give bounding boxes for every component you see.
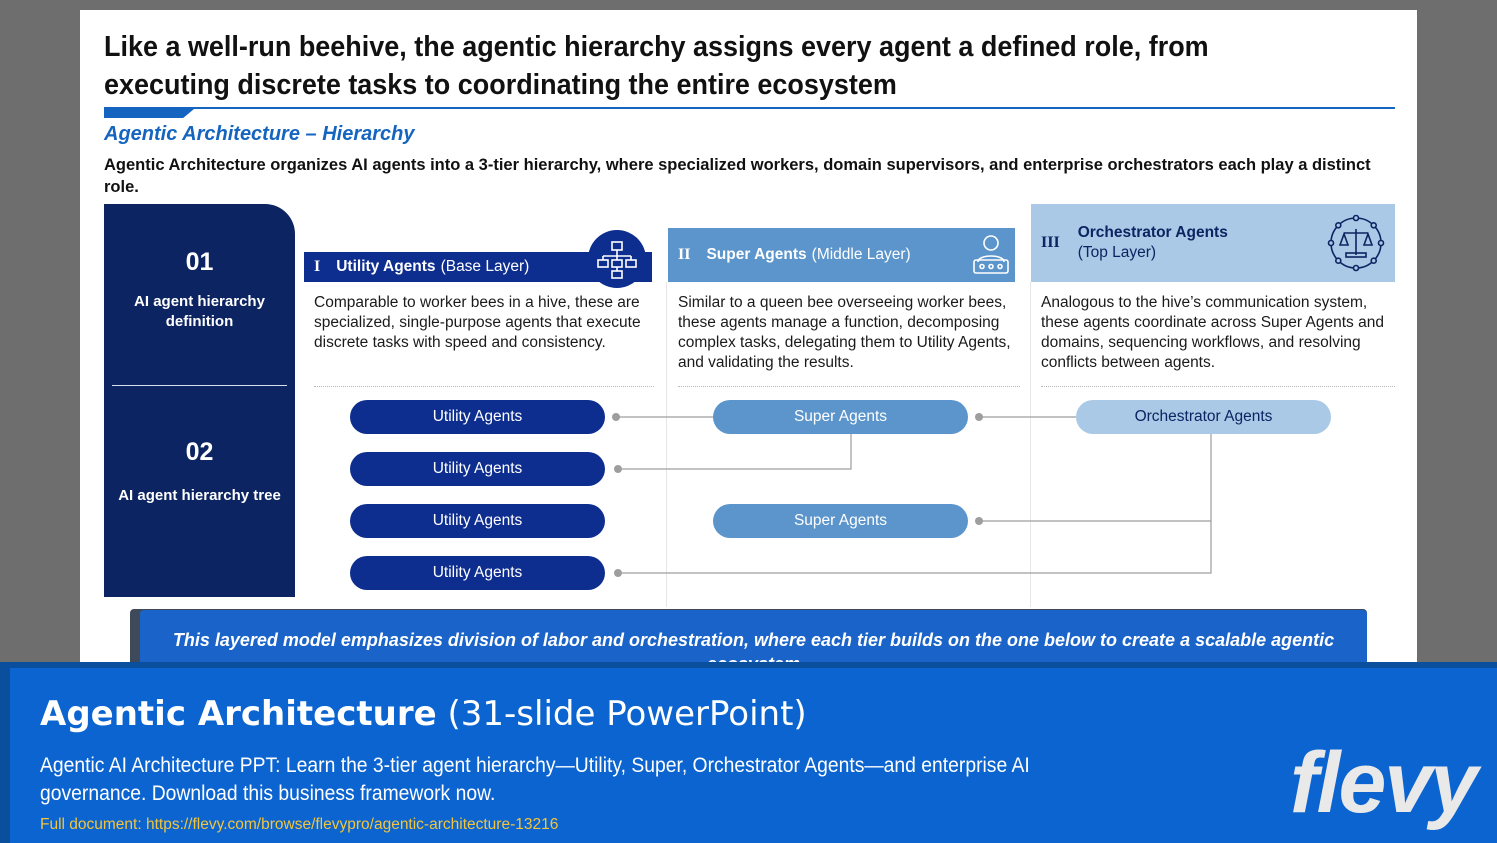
panel-divider xyxy=(112,385,287,386)
footer-title xyxy=(40,694,807,734)
summary-banner: This layered model emphasizes division of labor and orchestration, where each tier builds on the one below to create a scalable agentic xyxy=(140,610,1367,670)
column-separator xyxy=(666,282,667,607)
title-rule xyxy=(104,107,1395,109)
person-dashboard-icon xyxy=(970,232,1012,278)
tier-layer-1: (Base Layer) xyxy=(440,258,530,275)
utility-agent-node: Utility Agents xyxy=(350,556,605,590)
slide-title: Like a well-run beehive, the agentic hierarchy assigns every agent a defined role, from executing discrete tasks to coordinating the entire ecosystem xyxy=(104,31,1209,101)
tier-layer-2: (Middle Layer) xyxy=(811,246,911,263)
intro-text: Agentic Architecture organizes AI agents into a 3-tier hierarchy, where specialized workers, domain supervisors, and enterprise orchestrators each play a distinct role. xyxy=(104,156,1371,196)
balance-scale-icon xyxy=(1326,213,1386,273)
super-agent-node: Super Agents xyxy=(713,400,968,434)
tier-roman-1: I xyxy=(314,258,321,275)
slide xyxy=(80,10,1417,670)
title-accent xyxy=(104,109,194,118)
section-number-1: 01 xyxy=(185,248,214,276)
tier-description-1: Comparable to worker bees in a hive, these are specialized, single-purpose agents that execute discrete tasks with speed and consistency. xyxy=(314,294,641,351)
footer xyxy=(0,662,1497,843)
flevy-logo[interactable]: flevy xyxy=(1290,735,1477,831)
super-agent-node: Super Agents xyxy=(713,504,968,538)
footer-panel xyxy=(10,668,1497,843)
utility-agent-node: Utility Agents xyxy=(350,452,605,486)
footer-title-light: (31-slide PowerPoint) xyxy=(447,694,807,734)
tier-header-super xyxy=(668,228,1015,282)
footer-document-link[interactable]: Full document: https://flevy.com/browse/flevypro/agentic-architecture-13216 xyxy=(40,816,559,833)
tier-description-3: Analogous to the hive’s communication system, these agents coordinate across Super Agents and domains, sequencing workflows, and resolving conflicts between agents. xyxy=(1041,294,1384,371)
tier-layer-3: (Top Layer) xyxy=(1077,244,1157,261)
dotted-divider xyxy=(1041,386,1395,387)
dotted-divider xyxy=(678,386,1020,387)
utility-agent-node: Utility Agents xyxy=(350,504,605,538)
utility-agent-node: Utility Agents xyxy=(350,400,605,434)
tier-roman-3: III xyxy=(1041,234,1060,251)
tier-name-3: Orchestrator Agents xyxy=(1077,224,1228,241)
section-number-2: 02 xyxy=(185,438,214,466)
section-label-1: AI agent hierarchy definition xyxy=(134,293,265,330)
tier-description-2: Similar to a queen bee overseeing worker bees, these agents manage a function, decomposing complex tasks, delegating them to Utility Agents, and validating the results. xyxy=(678,294,1011,371)
dotted-divider xyxy=(314,386,654,387)
tier-name-1: Utility Agents xyxy=(336,258,436,275)
footer-title-bold: Agentic Architecture xyxy=(40,694,437,734)
network-icon xyxy=(595,238,639,282)
section-label-2: AI agent hierarchy tree xyxy=(118,487,281,504)
tier-roman-2: II xyxy=(678,246,691,263)
column-separator xyxy=(1030,282,1031,607)
tier-name-2: Super Agents xyxy=(706,246,807,263)
footer-description: Agentic AI Architecture PPT: Learn the 3-tier agent hierarchy—Utility, Super, Orchestrator Agents—and enterprise AI governance. Download this business framework now. xyxy=(40,754,1030,805)
orchestrator-agent-node: Orchestrator Agents xyxy=(1076,400,1331,434)
section-subtitle: Agentic Architecture – Hierarchy xyxy=(104,123,415,145)
left-panel xyxy=(104,204,295,597)
